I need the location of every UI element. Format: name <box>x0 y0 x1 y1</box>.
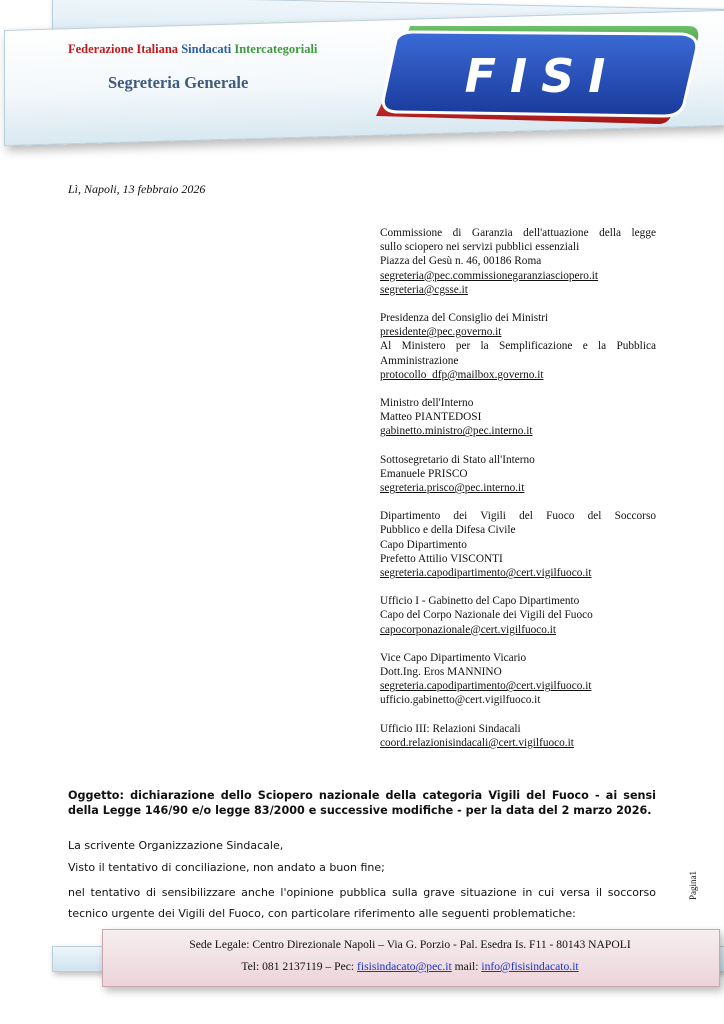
recipient-line: Pubblico e della Difesa Civile <box>380 524 516 537</box>
recipient-block <box>380 311 656 382</box>
footer-contacts <box>102 960 718 973</box>
recipient-line: Emanuele PRISCO <box>380 467 468 480</box>
subject-line: Oggetto: dichiarazione dello Sciopero nazionale della categoria Vigili del Fuoco - ai sensi della Legge 146/90 e/o legge 83/2000 e successive modifiche - per la data del 2 marzo 2026. <box>68 789 656 817</box>
recipient-line: Amministrazione <box>380 354 459 367</box>
recipient-line: Ministro dell'Interno <box>380 397 474 410</box>
footer-pec-link[interactable]: fisisindacato@pec.it <box>357 960 452 973</box>
fisi-logo <box>370 20 708 130</box>
recipient-block <box>380 722 656 750</box>
recipient-line: Capo Dipartimento <box>380 538 467 551</box>
recipient-email-link[interactable]: segreteria@pec.commissionegaranziasciopero.it <box>380 269 599 282</box>
recipient-line: Matteo PIANTEDOSI <box>380 411 482 424</box>
footer-mail-label: mail: <box>454 960 479 973</box>
recipient-line: Dipartimento dei Vigili del Fuoco del Soccorso <box>380 510 656 523</box>
recipient-line: Al Ministero per la Semplificazione e la Pubblica <box>380 340 656 353</box>
org-name-part2: Sindacati <box>181 42 232 56</box>
recipient-line: Sottosegretario di Stato all'Interno <box>380 453 535 466</box>
recipient-line: Piazza del Gesù n. 46, 00186 Roma <box>380 255 542 268</box>
recipient-line: ufficio.gabinetto@cert.vigilfuoco.it <box>380 694 541 707</box>
recipient-block <box>380 396 656 439</box>
recipient-email-link[interactable]: capocorponazionale@cert.vigilfuoco.it <box>380 623 557 636</box>
recipients-block <box>380 226 656 764</box>
recipient-block <box>380 651 656 708</box>
page-number-label: Pagina1 <box>688 871 698 900</box>
recipient-line: Ufficio III: Relazioni Sindacali <box>380 722 521 735</box>
recipient-email-link[interactable]: presidente@pec.governo.it <box>380 326 502 339</box>
footer-address: Sede Legale: Centro Direzionale Napoli – Via G. Porzio - Pal. Esedra Is. F11 - 80143 NAPOLI <box>189 938 631 951</box>
recipient-block <box>380 594 656 637</box>
fisi-logo-graphic <box>370 20 708 130</box>
body-paragraph-1: La scrivente Organizzazione Sindacale, <box>68 839 284 852</box>
recipient-line: sullo sciopero nei servizi pubblici essenziali <box>380 241 580 254</box>
header-subtitle: Segreteria Generale <box>108 73 249 92</box>
recipient-email-link[interactable]: segreteria@cgsse.it <box>380 283 468 296</box>
recipient-email-link[interactable]: segreteria.capodipartimento@cert.vigilfuoco.it <box>380 567 592 580</box>
organization-name <box>68 42 317 57</box>
logo-text: FISI <box>464 49 620 103</box>
recipient-block <box>380 509 656 580</box>
recipient-email-link[interactable]: protocollo_dfp@mailbox.governo.it <box>380 368 544 381</box>
recipient-line: Dott.Ing. Eros MANNINO <box>380 666 502 679</box>
recipient-line: Capo del Corpo Nazionale dei Vigili del Fuoco <box>380 609 593 622</box>
recipient-line: Presidenza del Consiglio dei Ministri <box>380 312 549 325</box>
recipient-line: Prefetto Attilio VISCONTI <box>380 552 503 565</box>
body-paragraph-2: Visto il tentativo di conciliazione, non andato a buon fine; <box>68 861 385 874</box>
recipient-email-link[interactable]: coord.relazionisindacali@cert.vigilfuoco.it <box>380 736 574 749</box>
recipient-line: Commissione di Garanzia dell'attuazione della legge <box>380 227 656 239</box>
footer-mail-link[interactable]: info@fisisindacato.it <box>481 960 579 973</box>
recipient-block <box>380 453 656 496</box>
date-line: Lì, Napoli, 13 febbraio 2026 <box>68 182 206 196</box>
body-paragraph-3: nel tentativo di sensibilizzare anche l'opinione pubblica sulla grave situazione in cui versa il soccorso tecnico urgente dei Vigili del Fuoco, con particolare riferimento alle seguenti problematiche: <box>68 886 656 920</box>
recipient-email-link[interactable]: segreteria.capodipartimento@cert.vigilfuoco.it <box>380 680 592 693</box>
footer-tel: Tel: 081 2137119 – Pec: <box>241 960 355 973</box>
org-name-part3: Intercategoriali <box>234 42 318 56</box>
recipient-line: Vice Capo Dipartimento Vicario <box>380 651 527 664</box>
recipient-block <box>380 226 656 297</box>
org-name-part1: Federazione Italiana <box>68 42 179 56</box>
recipient-email-link[interactable]: gabinetto.ministro@pec.interno.it <box>380 425 533 438</box>
recipient-email-link[interactable]: segreteria.prisco@pec.interno.it <box>380 482 525 495</box>
recipient-line: Ufficio I - Gabinetto del Capo Dipartimento <box>380 595 580 608</box>
